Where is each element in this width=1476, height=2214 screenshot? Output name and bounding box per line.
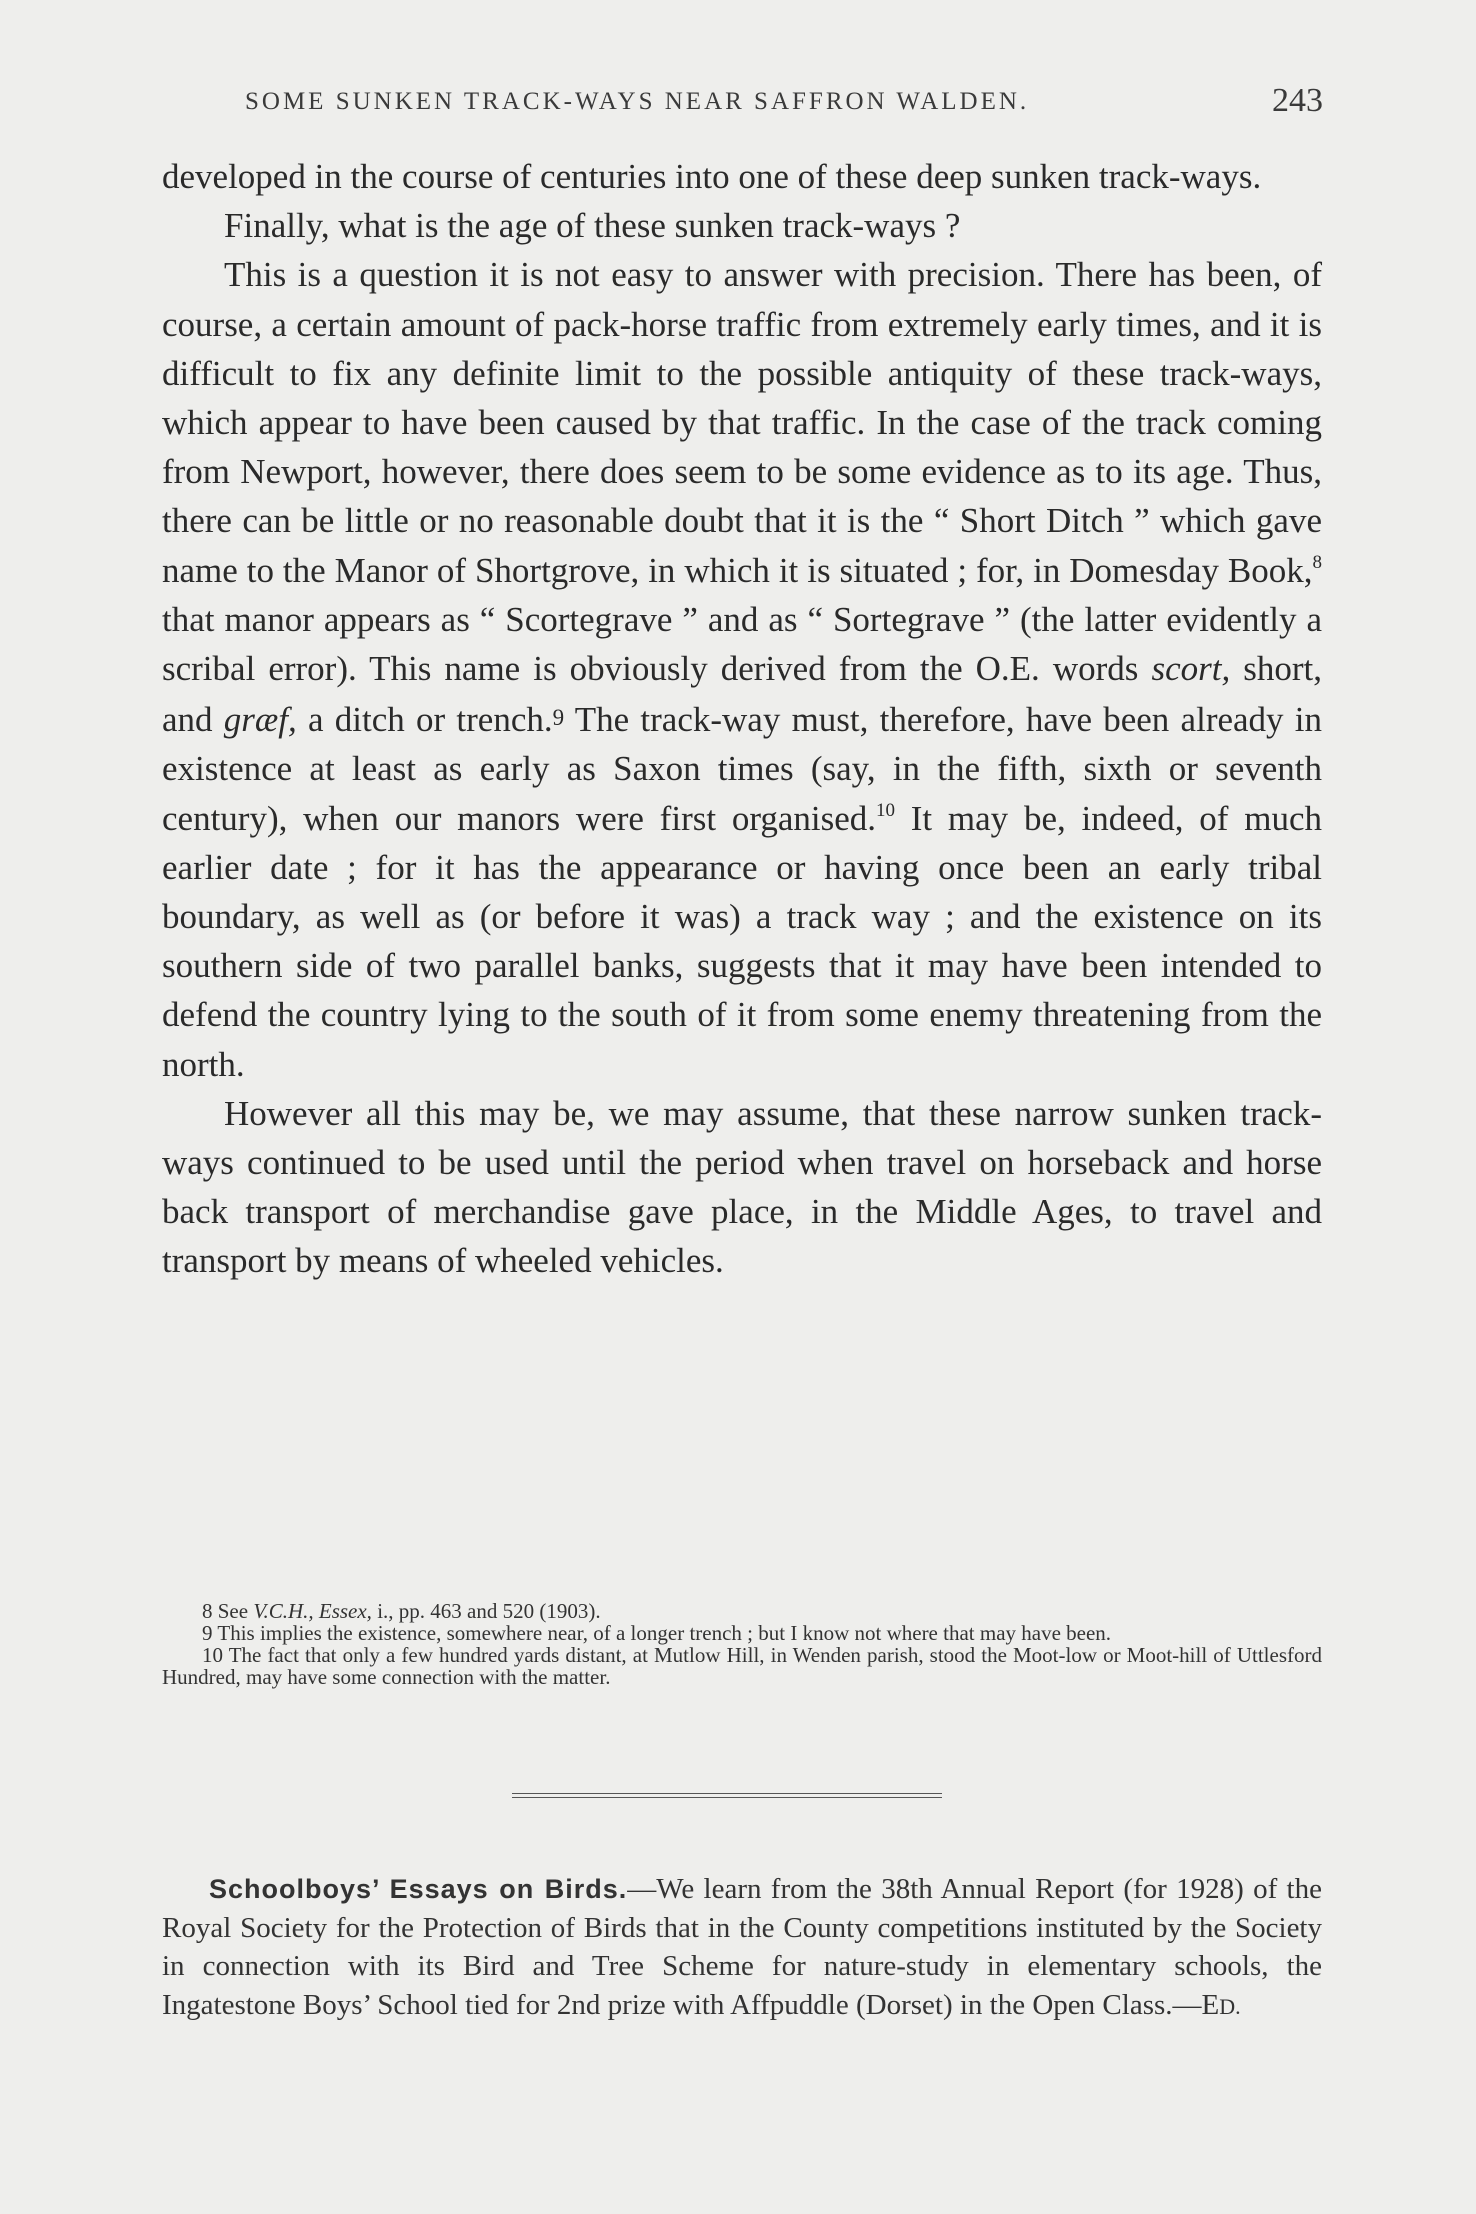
word-scort: scort, xyxy=(1151,649,1231,689)
paragraph-3-text-e: The track-way must, therefore, have been already in existence at least as early as Saxon times (say, in the fifth, sixth or seventh century), when our manors were first organised. xyxy=(162,700,1323,838)
signoff-initial: E xyxy=(1201,1988,1220,2021)
paragraph-3-text-d: a ditch or trench. xyxy=(296,700,553,740)
paragraph-1: developed in the course of centuries into one of these deep sunken track-ways. xyxy=(162,157,1262,196)
paragraph-3 xyxy=(162,250,1322,1088)
notice-title: Schoolboys’ Essays on Birds. xyxy=(209,1874,628,1904)
running-head: SOME SUNKEN TRACK-WAYS NEAR SAFFRON WALDEN. xyxy=(245,88,1030,115)
divider-line-bottom xyxy=(512,1797,942,1798)
footnotes xyxy=(162,1600,1322,1688)
footnote-8-text-b: i., pp. 463 and 520 (1903). xyxy=(371,1599,601,1623)
paragraph-3-text-b: that manor appears as “ Scortegrave ” and as “ Sortegrave ” (the latter evidently a scribal error). This name is obviously derived from the O.E. words xyxy=(162,599,1322,689)
paragraph-3-text-a: This is a question it is not easy to answer with precision. There has been, of course, a certain amount of pack-horse traffic from extremely early times, and it is difficult to fix any definite limit to the possible antiquity of these track-ways, which appear to have been caused by that traffic. In the case of the track coming from Newport, however, there does seem to be some evidence as to its age. Thus, there can be little or no reasonable doubt that it is the “ Short Ditch ” which gave name to the Manor of Shortgrove, in which it is situated ; for, in Domesday Book, xyxy=(162,255,1322,590)
footnote-8-text-a: 8 See xyxy=(202,1599,254,1623)
paragraph-4: However all this may be, we may assume, that these narrow sunken track-ways continued to be used until the period when travel on horseback and horse back transport of merchandise gave place, in the Middle Ages, to travel and transport by means of wheeled vehicles. xyxy=(162,1093,1322,1281)
article-body xyxy=(162,152,1322,1286)
paragraph-2: Finally, what is the age of these sunken track-ways ? xyxy=(224,206,961,246)
page-number: 243 xyxy=(1272,82,1323,119)
word-graef: græf, xyxy=(223,700,297,740)
footnote-ref-9: 9 xyxy=(552,705,565,731)
footnote-ref-8: 8 xyxy=(1312,551,1322,573)
footnote-10: 10 The fact that only a few hundred yards distant, at Mutlow Hill, in Wenden parish, stood the Moot-low or Moot-hill of Uttlesford Hundred, may have some connection with the matter. xyxy=(162,1643,1322,1689)
notice-paragraph xyxy=(162,1870,1322,2026)
page-header xyxy=(245,82,1323,122)
notice-text: —We learn from the 38th Annual Report (for 1928) of the Royal Society for the Protection of Birds that in the County competitions instituted by the Society in connection with its Bird and Tree Scheme for nature-study in elementary schools, the Ingatestone Boys’ School tied for 2nd prize with Affpuddle (Dorset) in the Open Class.— xyxy=(162,1873,1322,2021)
footnote-9: 9 This implies the existence, somewhere near, of a longer trench ; but I know not where that may have been. xyxy=(202,1621,1112,1645)
signoff-rest: D. xyxy=(1219,1993,1241,2019)
paragraph-3-text-c: short, and xyxy=(162,649,1322,740)
footnote-ref-10: 10 xyxy=(876,799,896,821)
notice xyxy=(162,1870,1322,2026)
paragraph-3-text-f: It may be, indeed, of much earlier date ; for it has the appearance or having once been an early tribal boundary, as well as (or before it was) a track way ; and the existence on its southern side of two parallel banks, suggests that it may have been intended to defend the country lying to the south of it from some enemy threatening from the north. xyxy=(162,798,1322,1084)
footnote-8-italic: V.C.H., Essex, xyxy=(253,1599,372,1623)
divider-line-top xyxy=(512,1793,942,1794)
footnote-8 xyxy=(162,1600,1322,1622)
section-divider xyxy=(512,1793,942,1801)
